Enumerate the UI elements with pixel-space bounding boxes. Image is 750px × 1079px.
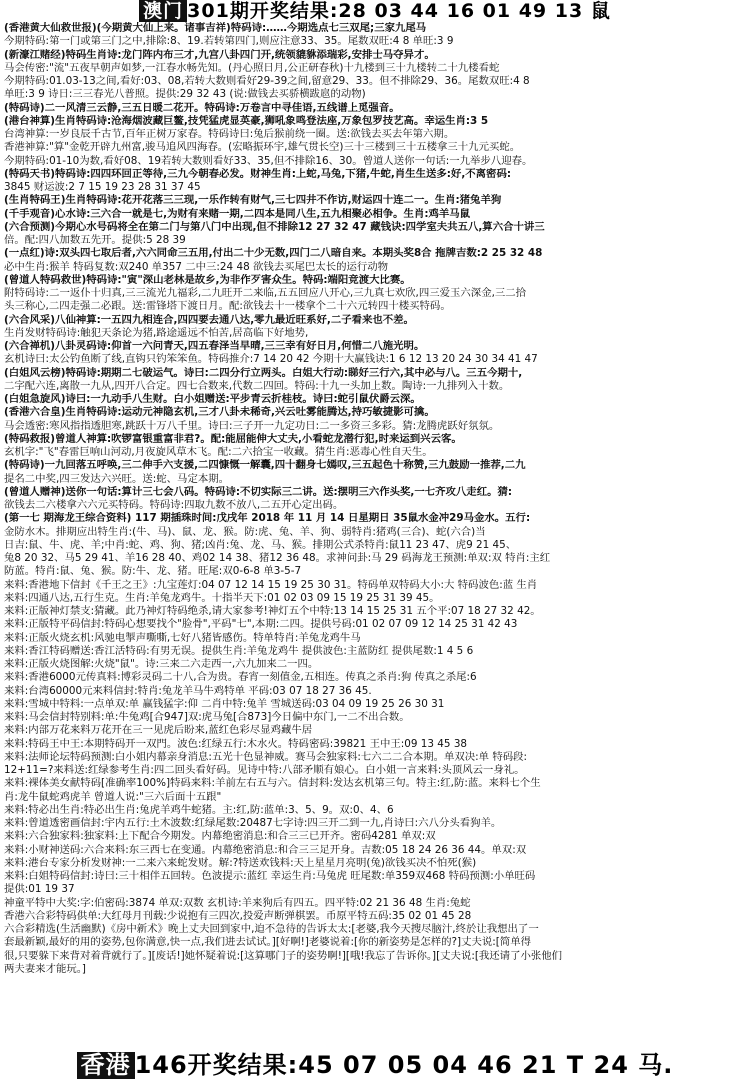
- text-line: (特码诗)二一风清三云静,三五日暖二花开。特码诗:万卷言中寻佳语,五线谱上觅强音。: [4, 101, 400, 114]
- text-line: (六合禅机)八卦灵码诗:仰首一六问青天,四五春泽当早晴,三三幸有好日月,何惜二八施光明。: [4, 340, 425, 352]
- text-line: (曾道人赠神)送你一句话:算计三七会八码。特码诗:不切实际三二讲。送:摆明三六作头奖,一七齐攻八走红。猜:: [4, 485, 513, 498]
- text-line: (香港六合皇)生肖特码诗:运动元神隐玄机,三才八卦未稀奇,兴云吐雾能腾达,持巧敏捷影可擒。: [4, 406, 435, 419]
- text-line: 来料:香港6000元传真料:博彩灵码二十八,合为贵。春宵一刻值金,五相连。传真之杀肖:狗 传真之杀尾:6: [4, 671, 477, 684]
- text-line: 来料:小财神送码:六合来料:东三西七在变通。内幕绝密消息:和合三三足开身。吉数:05 18 24 26 36 44。单双:双: [4, 843, 527, 856]
- text-line: 来料:港台专家分析发财神:一二来六来蛇发财。解:?特送欢钱料:天上星星月亮明(兔)欲钱买决不怕死(猴): [4, 856, 477, 869]
- text-line: 今期特码:01.03-13之间,看好:03、08,若转大数则看好29-39之间,留意29、33。但不排除29、36。尾数双旺:4 8: [4, 75, 530, 87]
- text-line: 二字配六连,离散一九从,四开八合定。四七合数来,代数二四回。特码:十九一头加上数。陶诗:一九排列入十数。: [4, 379, 510, 392]
- text-line: 单旺:3 9 诗日:三三春光八普照。提供:29 32 43 (说:做钱去买骄横跋扈的动物): [4, 88, 366, 101]
- text-line: 提名二中奖,四三发达六兴旺。送:蛇、马定本期。: [4, 472, 230, 485]
- text-line: 来料:四通八达,五行生克。生肖:羊兔龙鸡牛。十指半天下:01 02 03 09 15 19 25 31 39 45。: [4, 591, 440, 604]
- text-line: 玄机诗曰:太公钓鱼断了线,直钩只钓笨笨鱼。特码推介:7 14 20 42 今期十大赢钱诀:1 6 12 13 20 24 30 34 41 47: [4, 353, 538, 366]
- text-line: 12+11=?来料送:红绿参考生肖:四二回头看好码。见诗中特:八部矛顺有娘心。白小姐一言来料:头顶风云一身礼。: [4, 764, 525, 776]
- text-line: 两夫妻来才能玩。]: [4, 962, 86, 975]
- text-line: 欲钱去二六楼拿六六元买特码。特码诗:四取九数不放八,二五开心定出码。: [4, 499, 344, 511]
- text-line: 附特码诗:二一返仆十归真,三三流光九福彩,二九旺开二来临,五五回应八开心,三九真七欢欣,四三爱玉六深金,三二拾: [4, 287, 527, 299]
- text-line: 来料:正版火烧玄机:风驰电掣声嘶嘶,七好八猪皆感伤。特单特肖:羊兔龙鸡牛马: [4, 631, 361, 644]
- text-line: (特码救报)曾道人神算:吹锣富银重富非君?。配:能屈能伸大丈夫,小看蛇龙潜行犯,时来运到兴云客。: [4, 432, 462, 445]
- text-line: 很,只要躲下来背对着背就行了。][废话!]她怀疑着说:[这算哪门子的姿势啊!][哦!我忘了告诉你。][丈夫说:[我还请了小张他们: [4, 949, 563, 962]
- text-line: (香港黄大仙救世报)(今期黄大仙上来。诸事吉祥)特码诗:……今期选点七三双尾;三家九尾马: [4, 22, 427, 34]
- text-line: (第一七 期海龙王综合资料) 117 期插珠时间:戊戌年 2018 年 11 月 14 日星期日 35鼠水金冲29马金水。五行:: [4, 512, 531, 525]
- text-line: (白姐风云榜)特码诗:期期二七破运气。诗曰:二四分行立两头。白姐大行动:睇好三行六,其中必与八。三五今期十,: [4, 366, 523, 379]
- text-line: 今期特码:第一门或第三门之中,排除:8、19.若转第四门,则应注意33、35。尾数双旺:4 8 单旺:3 9: [4, 35, 454, 48]
- text-line: 倍。配:四八加数五先开。提供:5 28 39: [4, 234, 186, 246]
- text-line: 来料:雪城中特料:一点单双:单 赢钱猛字:仰 二肖中特:兔羊 雪城送码:03 04 09 19 25 26 30 31: [4, 697, 445, 710]
- text-line: 防蓝。特肖:鼠、兔、猴。防:牛、龙、猪。旺尾:双0-6-8 单3-5-7: [4, 565, 302, 578]
- footer-banner-prefix: 香港: [77, 1052, 135, 1079]
- text-line: 来料:香江特码赠送:香江活特码:有男无误。提供生肖:羊兔龙鸡牛 提供波色:主蓝防红 提供尾数:1 4 5 6: [4, 644, 474, 657]
- article-body: [4, 22, 746, 1050]
- text-line: (新濠江赌经)特码生肖诗:龙门阵内布三才,九宫八卦四门开,统领貔貅添瑞彩,安排士马夺异才。: [4, 48, 435, 61]
- text-line: 3845 财运波:2 7 15 19 23 28 31 37 45: [4, 181, 201, 193]
- text-line: (六合预测)今期心水号码将全在第二门与第八门中出现,但不排除12 27 32 47 藏钱诀:四学室夫共五八,算六合十讲三: [4, 220, 545, 233]
- text-line: (六合风采)八仙神算:一五四九相连合,四四要去通八达,零九最近旺系好,二子看来也不差。: [4, 313, 414, 326]
- text-line: 来料:正版火烧图解:火烧"鼠"。诗:三来二六走西一,六九加来二一四。: [4, 658, 319, 670]
- text-line: 玄机字:"飞"春雷巨响山河动,月夜旋风草木飞。配:二六拾宝一收藏。猜生肖:恶毒心性自天生。: [4, 446, 433, 458]
- text-line: 神童平特中大奖:字:伯密码:3874 单双:双数 玄机诗:羊来狗后有四五。四平特:02 21 36 48 生肖:兔蛇: [4, 896, 471, 909]
- text-line: 来料:裸体美女献特码[准确率100%]特码来料:羊前左右五与六。信封料:发达玄机第三句。特主:红,防:蓝。来料七个生: [4, 777, 541, 790]
- text-line: 今期特码:01-10为数,看好08、19若转大数则看好33、35,但不排除16、30。曾道人送你一句话:一九举步八迎春。: [4, 154, 533, 167]
- text-line: 台湾神算:一岁良辰千古节,百年正树万家春。特码诗曰:兔后猴前绕一圈。送:欲钱去买去年第六期。: [4, 128, 455, 140]
- footer-result-banner: [0, 1052, 750, 1079]
- text-line: 头三称心,二四走强二必跟。送:雷锋塔下渡日月。配:欲钱去十一楼拿个二十六元转四十楼买特码。: [4, 300, 451, 313]
- text-line: 必中生肖:猴羊 特码复数:双240 单357 二中三:24 48 欲钱去买尾巴太长的运行动物: [4, 260, 389, 273]
- text-line: 来料:正版神灯禁支:猜藏。此乃神灯特码绝杀,请大家参考!神灯五个中特:13 14 15 25 31 五个平:07 18 27 32 42。: [4, 605, 541, 617]
- text-line: 来料:曾道透密画信封:宇内五行:土木波数:红绿尾数:20487七字诗:四三开二到一九,肖诗曰:六八分头看狗羊。: [4, 817, 502, 829]
- text-line: 日吉:鼠、牛、虎、羊;中肖:蛇、鸡、狗、猪;凶肖:兔、龙、马、猴。排期公式杀特肖:鼠11 23 47、虎9 21 45、: [4, 538, 517, 551]
- text-line: 来料:特必出生肖:特必出生肖:兔虎羊鸡牛蛇猪。主:红,防:蓝单:3、5、9。双:0、4、6: [4, 803, 394, 816]
- text-line: 来料:马会信封特别料:单:牛兔鸡[合947]双:虎马兔[合873]今日偏中东门,一二不出合数。: [4, 711, 410, 723]
- text-line: 肖:龙牛鼠蛇鸡虎羊 曾道人说:"三六后面十五跟": [4, 790, 222, 803]
- text-line: 马会透密:寒风指指透胆寒,跳跃十万八千里。诗曰:三子开一九定功日:二一多资三多彩。猜:龙腾虎跃好氛氛。: [4, 419, 500, 432]
- text-line: 六合彩精选(生活幽默)《房中新术》晚上丈夫回到家中,迫不急待的告诉太太:[老婆,我今天搜尽脑汁,终於让我想出了一: [4, 923, 539, 935]
- text-line: 来料:法师论坛特码预测:白小姐内幕亲身消息:五光十色显神威。赛马会独家料:七六二二合本期。单双决:单 特码段:: [4, 750, 528, 763]
- text-line: 来料:白姐特码信封:诗曰:三十相伴五回转。色波提示:蓝红 幸运生肖:马兔虎 旺尾数:单359双468 特码预测:小单旺码: [4, 870, 536, 882]
- text-line: 来料:香港地下信封《千王之王》:九宝莲灯:04 07 12 14 15 19 25 30 31。特码单双特码大小:大 特码波色:蓝 生肖: [4, 578, 538, 591]
- text-line: (白姐急旋风)诗曰:一九动手八生财。白小姐赠送:平步青云折桂枝。诗曰:蛇引鼠伏爵云深。: [4, 393, 421, 405]
- text-line: 来料:内部万花来料万花开在三一见虎后盼来,蓝红色彩尽显鸡藏牛居: [4, 724, 313, 737]
- header-result-banner: [0, 0, 750, 22]
- text-line: 来料:特码王中王:本期特码开一双門。波色:红绿五行:木水火。特码密码:39821 王中王:09 13 45 38: [4, 737, 468, 750]
- text-line: 生肖发财特码诗:触犯天条论为猪,路途遥远不怕苦,居高临下好地势,: [4, 326, 309, 339]
- text-line: 来料:台湾60000元来料信封:特肖:兔龙羊马牛鸡特单 平码:03 07 18 27 36 45.: [4, 684, 372, 697]
- text-line: 金防水木。排期应出特生肖:(牛、马)、鼠、龙、猴。防:虎、兔、羊、狗、弱特肖:猪鸡(三合)、蛇(六合)当: [4, 525, 486, 538]
- text-line: (生肖特码王)生肖特码诗:花开花落三三现,一乐作转有财气,三七四井不作访,财运四十连二一。生肖:猪兔羊狗: [4, 194, 502, 207]
- text-line: 香港神算:"算"金乾开辟九州富,骏马追风四海春。(宏略振环宇,雄气贯长空)三十三楼到三十五楼拿三十九元买蛇。: [4, 141, 521, 154]
- text-line: (港台神算)生肖特码诗:沧海烟波藏巨鳌,技凭猛虎显英豪,狮吼象鸣登法座,万象包罗技艺高。幸运生肖:3 5: [4, 114, 489, 127]
- text-line: 兔8 20 32、马5 29 41、羊16 28 40、鸡02 14 38、猪12 36 48。求神问卦:马 29 码海龙王预测:单双:双 特肖:主红: [4, 552, 551, 564]
- text-line: 马会传密:"流"五夜早朝声如梦,一江春水畅先知。(丹心照日月,公正研春秋)十九楼到三十九楼转二十九楼看蛇: [4, 61, 500, 74]
- text-line: (曾道人特码救世)特码诗:"寅"深山老林是故乡,为非作歹害众生。特码:端阳竞渡大比赛。: [4, 273, 411, 286]
- header-banner-text: 301期开奖结果:28 03 44 16 01 49 13 鼠: [187, 0, 611, 22]
- footer-banner-text: 146开奖结果:45 07 05 04 46 21 T 24 马.: [134, 1052, 674, 1079]
- text-line: 香港六合彩特码供单:大红母月刊载:少说抱有三四次,投爱声断弹棋罢。币原平特五码:35 02 01 45 28: [4, 909, 472, 922]
- text-line: 提供:01 19 37: [4, 883, 75, 896]
- text-line: 来料:正版特平码信封:特码心想要找个"脸骨",平码"七",本期:二四。提供号码:01 02 07 09 12 14 25 31 42 43: [4, 618, 518, 631]
- text-line: 来料:六合独家料:独家料:上下配合今期发。内幕绝密消息:和合三三已开齐。密码4281 单双:双: [4, 830, 436, 843]
- text-line: 套最新颖,最好的用的姿势,包你满意,快一点,我们进去试试。][好啊!]老婆说着:[你的新姿势是怎样的?]丈夫说:[简单得: [4, 936, 531, 949]
- text-line: (一点红)诗:双头四七取后者,六六同命三五用,付出二十少无数,四门二八暗自来。本期头奖8合 拖牌吉数:2 25 32 48: [4, 247, 543, 260]
- header-banner-prefix: 澳门: [139, 0, 187, 22]
- text-line: (特码诗)一九回落五呼唤,三二伸手六支援,二四慷慨一解囊,四十翻身七嫣叹,三五起色十称赞,三九鼓励一推荐,二九: [4, 459, 526, 472]
- text-line: (千手观音)心水诗:三六合一就是七,为财有来赌一期,二四本是同八生,五九相聚必相争。生肖:鸡羊马鼠: [4, 207, 471, 220]
- text-line: (特码天书)特码诗:四四环回正等待,三九今朝春必发。财神生肖:上蛇,马兔,下猪,牛蛇,肖生生送多:好,不离密码:: [4, 167, 511, 180]
